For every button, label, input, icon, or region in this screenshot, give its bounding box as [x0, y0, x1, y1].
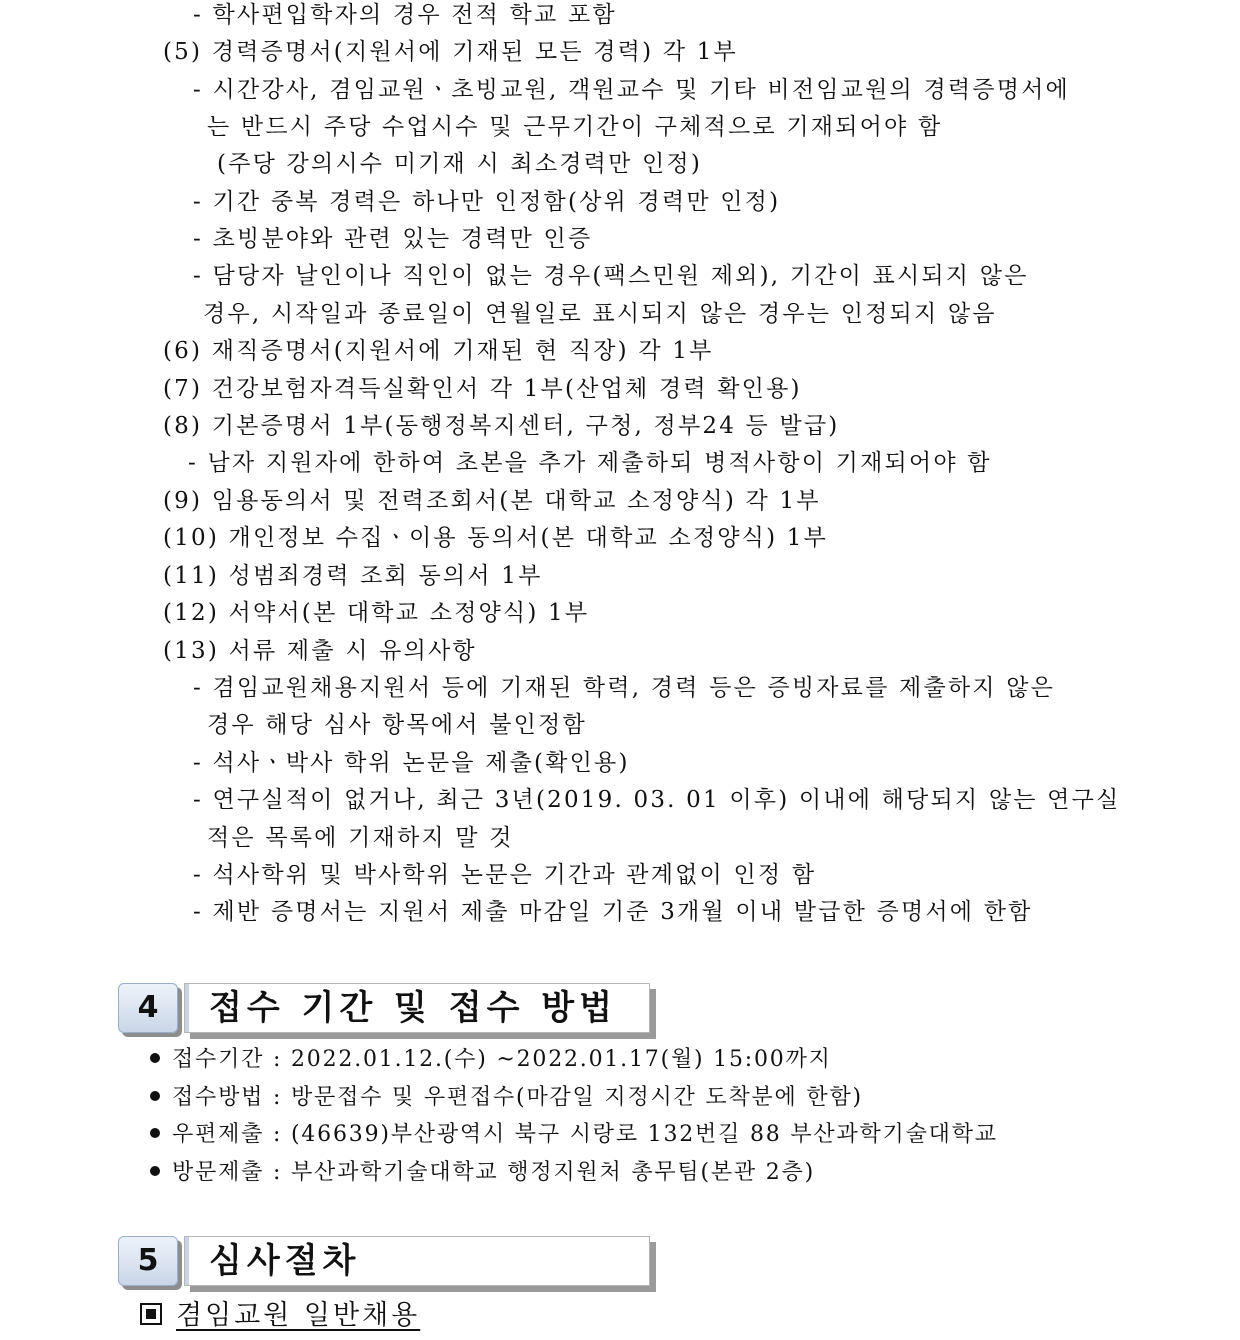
bullet-text: 접수기간 : 2022.01.12.(수) ~2022.01.17(월) 15:00까지: [172, 1047, 832, 1072]
item-6-employment-certificate: (6) 재직증명서(지원서에 기재된 현 직장) 각 1부: [163, 338, 714, 364]
line-proof-note-1: - 겸임교원채용지원서 등에 기재된 학력, 경력 등은 증빙자료를 제출하지 않은: [193, 675, 1056, 701]
item-11-criminal-record-consent: (11) 성범죄경력 조회 동의서 1부: [163, 563, 543, 589]
section-5-header: [118, 1236, 658, 1292]
line-degree-thesis-note: - 석사학위 및 박사학위 논문은 기간과 관계없이 인정 함: [193, 862, 817, 888]
item-13-submission-notes: (13) 서류 제출 시 유의사항: [163, 638, 477, 664]
line-research-note-1: - 연구실적이 없거나, 최근 3년(2019. 03. 01 이후) 이내에 해당되지 않는 연구실: [193, 787, 1121, 813]
section-5-title-box: [184, 1236, 650, 1286]
item-5-career-certificate: (5) 경력증명서(지원서에 기재된 모든 경력) 각 1부: [163, 39, 738, 65]
bullet-dot-icon: [150, 1091, 160, 1101]
item-7-health-insurance: (7) 건강보험자격득실확인서 각 1부(산업체 경력 확인용): [163, 376, 802, 402]
bullet-receipt-method: [150, 1083, 863, 1113]
title-accent-bar: [185, 1237, 189, 1285]
line-male-applicant-note: - 남자 지원자에 한하여 초본을 추가 제출하되 병적사항이 기재되어야 함: [188, 450, 992, 476]
section-4-number: 4: [118, 983, 178, 1033]
section-4-title: 접수 기간 및 접수 방법: [209, 988, 617, 1028]
bullet-postal-submission: [150, 1120, 998, 1150]
line-seal-note-1: - 담당자 날인이나 직인이 없는 경우(팩스민원 제외), 기간이 표시되지 않은: [193, 263, 1029, 289]
bullet-receipt-period: [150, 1045, 832, 1075]
line-research-note-2: 적은 목록에 기재하지 말 것: [207, 825, 514, 851]
line-transfer-school: - 학사편입학자의 경우 전적 학교 포함: [193, 2, 617, 28]
item-12-pledge: (12) 서약서(본 대학교 소정양식) 1부: [163, 600, 590, 626]
section-5-title: 심사절차: [209, 1241, 361, 1281]
section-4-header: [118, 983, 658, 1039]
item-9-consent-form: (9) 임용동의서 및 전력조회서(본 대학교 소정양식) 각 1부: [163, 488, 821, 514]
bullet-text: 방문제출 : 부산과학기술대학교 행정지원처 총무팀(본관 2층): [172, 1160, 815, 1185]
line-overlap-note: - 기간 중복 경력은 하나만 인정함(상위 경력만 인정): [193, 189, 781, 215]
section-5-number: 5: [118, 1236, 178, 1286]
line-career-note-3: (주당 강의시수 미기재 시 최소경력만 인정): [217, 151, 703, 177]
bullet-text: 우편제출 : (46639)부산광역시 북구 시랑로 132번길 88 부산과학기술대학교: [172, 1122, 998, 1147]
line-proof-note-2: 경우 해당 심사 항목에서 불인정함: [207, 712, 587, 738]
bullet-visit-submission: [150, 1158, 815, 1188]
filled-square-icon: [140, 1303, 162, 1325]
item-8-basic-certificate: (8) 기본증명서 1부(동행정복지센터, 구청, 정부24 등 발급): [163, 413, 840, 439]
title-accent-bar: [185, 984, 189, 1032]
bullet-dot-icon: [150, 1166, 160, 1176]
bullet-dot-icon: [150, 1053, 160, 1063]
line-career-note-2: 는 반드시 주당 수업시수 및 근무기간이 구체적으로 기재되어야 함: [207, 114, 943, 140]
line-thesis-note: - 석사ㆍ박사 학위 논문을 제출(확인용): [193, 750, 630, 776]
line-related-career: - 초빙분야와 관련 있는 경력만 인증: [193, 226, 593, 252]
line-career-note-1: - 시간강사, 겸임교원ㆍ초빙교원, 객원교수 및 기타 비전임교원의 경력증명서에: [193, 77, 1070, 103]
line-certificate-validity: - 제반 증명서는 지원서 제출 마감일 기준 3개월 이내 발급한 증명서에 한함: [193, 899, 1033, 925]
bullet-text: 접수방법 : 방문접수 및 우편접수(마감일 지정시간 도착분에 한함): [172, 1085, 863, 1110]
item-10-privacy-consent: (10) 개인정보 수집ㆍ이용 동의서(본 대학교 소정양식) 1부: [163, 525, 829, 551]
line-seal-note-2: 경우, 시작일과 종료일이 연월일로 표시되지 않은 경우는 인정되지 않음: [203, 301, 997, 327]
subheading-general-recruitment: [140, 1298, 420, 1334]
bullet-dot-icon: [150, 1128, 160, 1138]
subheading-text: 겸임교원 일반채용: [176, 1300, 421, 1331]
section-4-title-box: [184, 983, 650, 1033]
